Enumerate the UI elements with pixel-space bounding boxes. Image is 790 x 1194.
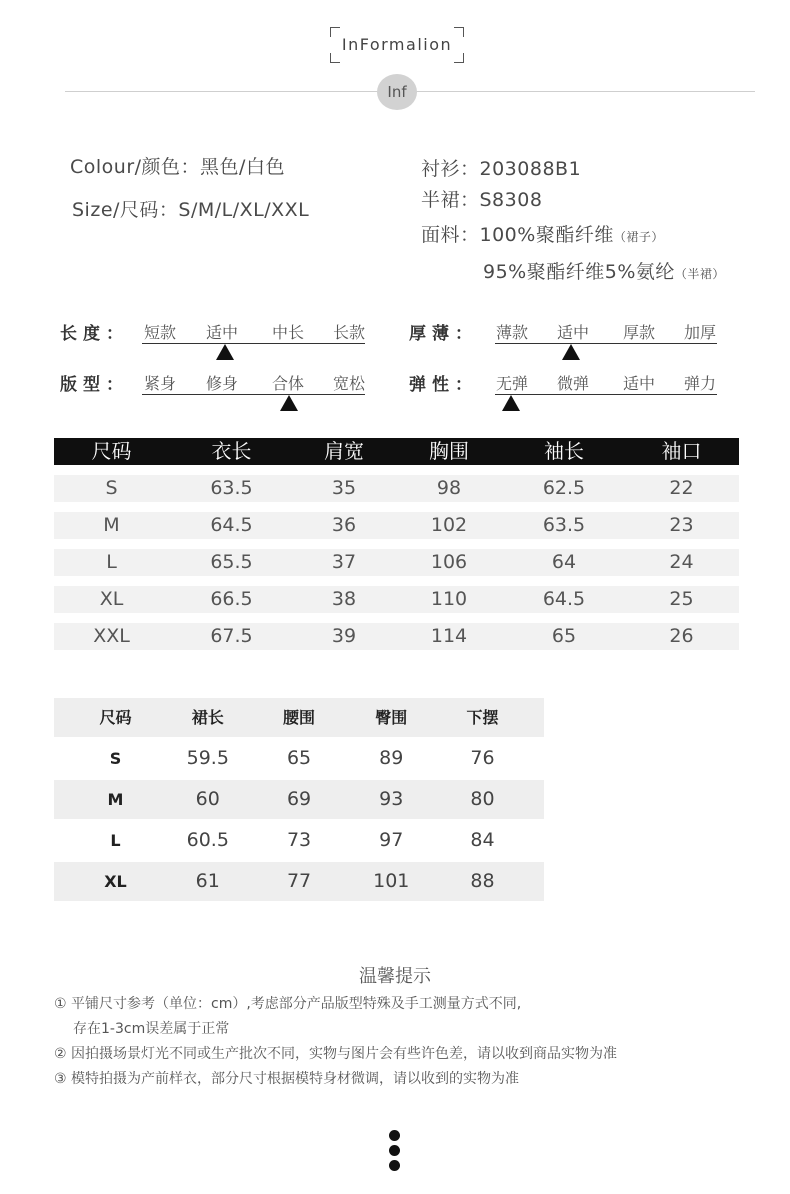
- skirt-size-table: [54, 698, 544, 903]
- header-cell: 袖长: [544, 439, 584, 463]
- fabric2-note: （半裙）: [674, 267, 725, 281]
- length-option: 短款: [143, 323, 177, 342]
- fabric2-text: 95%聚酯纤维5%氨纶: [483, 261, 675, 283]
- table-row: [54, 475, 739, 502]
- table-cell: XXL: [93, 625, 130, 647]
- table-cell: 89: [379, 747, 404, 769]
- table-cell: 65: [286, 747, 312, 769]
- table-row: [54, 862, 544, 901]
- info-badge: Inf: [377, 74, 417, 110]
- table-cell: 102: [430, 514, 468, 536]
- fit-option: 修身: [205, 374, 239, 393]
- table-cell: 62.5: [542, 477, 586, 499]
- table-cell: 37: [331, 551, 357, 573]
- table-cell: 73: [286, 829, 312, 851]
- thickness-marker: [562, 344, 580, 360]
- table-cell: 106: [430, 551, 468, 573]
- table-cell: S: [105, 477, 118, 499]
- header-cell: 袖口: [661, 439, 702, 463]
- header-cell: 下摆: [466, 708, 499, 727]
- elasticity-label: 弹性：: [409, 375, 478, 395]
- length-option: 长款: [332, 323, 366, 342]
- dot-icon: [389, 1145, 400, 1156]
- fit-option: 宽松: [332, 374, 366, 393]
- length-option: 适中: [205, 323, 239, 342]
- header-cell: 衣长: [211, 439, 252, 463]
- tips-title: 温馨提示: [359, 966, 431, 987]
- thickness-option: 厚款: [622, 323, 656, 342]
- table-cell: 39: [331, 625, 357, 647]
- dot-icon: [389, 1160, 400, 1171]
- table-cell: 69: [286, 788, 312, 810]
- header-cell: 臀围: [375, 708, 408, 727]
- table-cell: 67.5: [210, 625, 253, 647]
- table-cell: M: [107, 790, 124, 809]
- table-cell: 26: [669, 625, 694, 647]
- size-info: Size/尺码：S/M/L/XL/XXL: [72, 199, 310, 221]
- table-cell: 101: [373, 870, 410, 892]
- table-cell: 22: [669, 477, 694, 499]
- table-cell: 24: [669, 551, 694, 573]
- fabric-info: [421, 220, 664, 247]
- tip-item: ③ 模特拍摄为产前样衣，部分尺寸根据模特身材微调，请以收到的实物为准: [54, 1071, 519, 1087]
- elasticity-option: 弹力: [683, 374, 717, 393]
- length-scale: [142, 343, 365, 344]
- table-cell: 110: [430, 588, 468, 610]
- table-cell: 98: [436, 477, 462, 499]
- table-cell: 84: [470, 829, 495, 851]
- table-cell: 63.5: [210, 477, 253, 499]
- table-row: [54, 780, 544, 819]
- table-cell: 77: [286, 870, 312, 892]
- table-header: [54, 438, 739, 465]
- frame-corner: [454, 53, 464, 63]
- tip-item: ② 因拍摄场景灯光不同或生产批次不同，实物与图片会有些许色差，请以收到商品实物为准: [54, 1046, 617, 1062]
- table-cell: XL: [104, 872, 127, 891]
- table-cell: XL: [99, 588, 124, 610]
- table-cell: 97: [379, 829, 404, 851]
- elasticity-option: 适中: [622, 374, 656, 393]
- table-cell: 60.5: [186, 829, 229, 851]
- table-cell: S: [109, 749, 122, 768]
- thickness-option: 加厚: [683, 323, 717, 342]
- table-cell: 59.5: [186, 747, 229, 769]
- header-cell: 尺码: [99, 708, 132, 727]
- fit-option: 紧身: [143, 374, 177, 393]
- thickness-label: 厚薄：: [409, 324, 478, 344]
- table-row: [54, 586, 739, 613]
- colour-info: Colour/颜色：黑色/白色: [70, 156, 285, 178]
- table-cell: 64.5: [210, 514, 253, 536]
- table-cell: 38: [331, 588, 357, 610]
- fit-label: 版型：: [60, 375, 129, 395]
- thickness-option: 薄款: [495, 323, 529, 342]
- title-frame: [330, 27, 464, 63]
- elasticity-option: 无弹: [495, 374, 529, 393]
- elasticity-scale: [495, 394, 717, 395]
- table-row: [54, 623, 739, 650]
- fit-marker: [280, 395, 298, 411]
- header-cell: 腰围: [283, 708, 316, 727]
- table-header: [54, 698, 544, 737]
- length-option: 中长: [271, 323, 305, 342]
- table-cell: 60: [195, 788, 220, 810]
- table-cell: 65.5: [210, 551, 253, 573]
- table-cell: 76: [470, 747, 495, 769]
- length-marker: [216, 344, 234, 360]
- table-row: [54, 512, 739, 539]
- table-cell: 64: [551, 551, 577, 573]
- table-cell: 25: [669, 588, 694, 610]
- table-cell: L: [110, 831, 121, 850]
- elasticity-option: 微弹: [556, 374, 590, 393]
- skirt-code: 半裙：S8308: [421, 189, 543, 211]
- table-cell: 66.5: [210, 588, 253, 610]
- header-cell: 裙长: [191, 708, 224, 727]
- table-cell: 64.5: [542, 588, 586, 610]
- elasticity-marker: [502, 395, 520, 411]
- table-cell: 93: [379, 788, 404, 810]
- length-label: 长度：: [60, 324, 129, 344]
- header-cell: 肩宽: [324, 439, 364, 463]
- header-cell: 尺码: [91, 439, 132, 463]
- fabric-text: 面料：100%聚酯纤维: [421, 224, 614, 246]
- page-title: InFormalion: [341, 35, 453, 54]
- fabric-note: （裙子）: [613, 230, 664, 244]
- table-cell: 65: [551, 625, 577, 647]
- table-row: [54, 739, 544, 778]
- fit-scale: [142, 394, 365, 395]
- table-cell: L: [106, 551, 117, 573]
- table-cell: 114: [430, 625, 468, 647]
- tip-item: ① 平铺尺寸参考（单位：cm）,考虑部分产品版型特殊及手工测量方式不同,: [54, 996, 522, 1012]
- tip-item: 存在1-3cm误差属于正常: [73, 1021, 230, 1037]
- fit-option: 合体: [271, 374, 305, 393]
- table-row: [54, 821, 544, 860]
- table-cell: 36: [331, 514, 357, 536]
- table-cell: 80: [470, 788, 495, 810]
- shirt-size-table: [54, 438, 739, 650]
- shirt-code: 衬衫：203088B1: [421, 158, 582, 180]
- table-cell: 23: [669, 514, 694, 536]
- dot-icon: [389, 1130, 400, 1141]
- table-cell: 63.5: [542, 514, 586, 536]
- table-row: [54, 549, 739, 576]
- thickness-option: 适中: [556, 323, 590, 342]
- table-cell: 61: [195, 870, 220, 892]
- frame-corner: [330, 53, 340, 63]
- table-cell: M: [103, 514, 120, 536]
- header-cell: 胸围: [429, 439, 469, 463]
- table-cell: 88: [470, 870, 495, 892]
- table-cell: 35: [331, 477, 357, 499]
- fabric-info-2: [483, 257, 725, 284]
- thickness-scale: [495, 343, 717, 344]
